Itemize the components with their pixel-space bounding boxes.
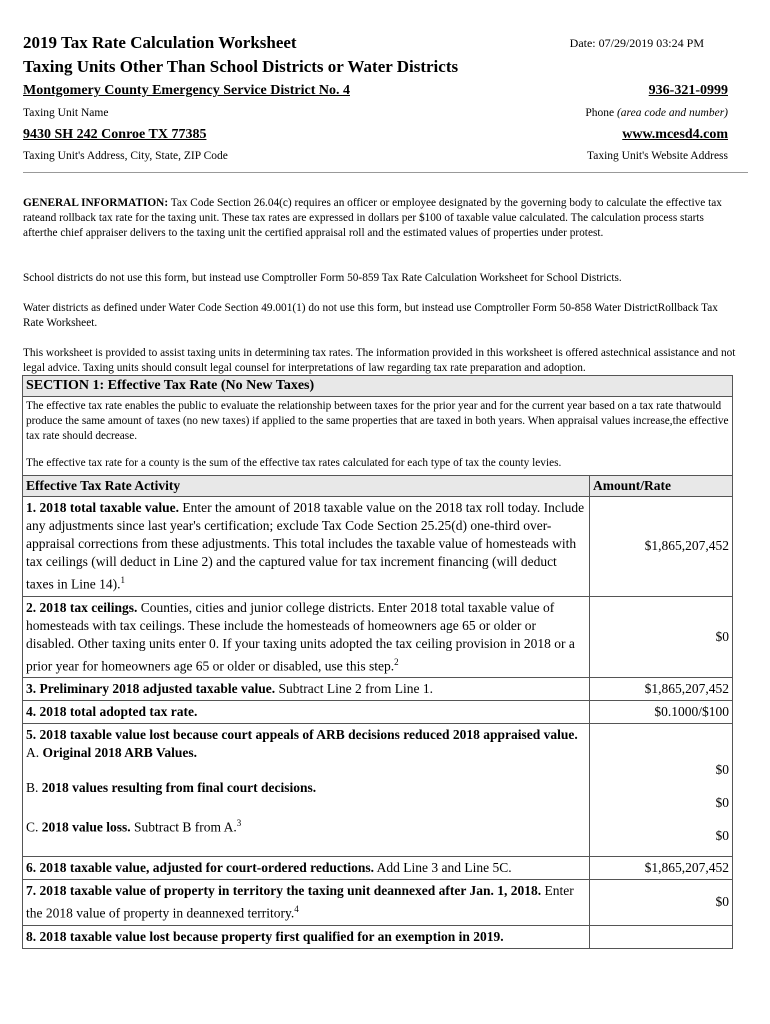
line4-amount: $0.1000/$100 [590,701,733,724]
phone-number: 936-321-0999 [648,83,728,98]
section1-title: SECTION 1: Effective Tax Rate (No New Taxes) [23,376,733,397]
line6-amount: $1,865,207,452 [590,857,733,880]
line5b-amount: $0 [715,795,729,810]
table-row: 3. Preliminary 2018 adjusted taxable value. Subtract Line 2 from Line 1. $1,865,207,452 [23,678,733,701]
column-header-activity: Effective Tax Rate Activity [23,476,590,497]
table-row: 8. 2018 taxable value lost because property first qualified for an exemption in 2019. [23,925,733,948]
table-row: 6. 2018 taxable value, adjusted for court-ordered reductions. Add Line 3 and Line 5C. $1,865,207,452 [23,857,733,880]
line2-amount: $0 [590,596,733,678]
taxing-unit-address: 9430 SH 242 Conroe TX 77385 [23,127,207,142]
school-district-note: School districts do not use this form, but instead use Comptroller Form 50-859 Tax Rate Calculation Worksheet for School Districts. [23,272,622,284]
taxing-unit-name: Montgomery County Emergency Service District No. 4 [23,83,350,98]
general-information: GENERAL INFORMATION: Tax Code Section 26.04(c) requires an officer or employee designated by the governing body to calculate the effective tax rateand rollback tax rate for the taxing unit. These tax rates are expressed in dollars per $100 of taxable value calculated. The calculation process starts afterthe chief appraiser delivers to the taxing unit the certified appraisal roll and the estimated values of properties under protest. [23,197,722,239]
line1-amount: $1,865,207,452 [590,497,733,597]
phone-label: Phone (area code and number) [585,107,728,119]
table-row: 4. 2018 total adopted tax rate. $0.1000/$100 [23,701,733,724]
table-row: 5. 2018 taxable value lost because court appeals of ARB decisions reduced 2018 appraised value. A. Original 2018 ARB Values. B. 2018 values resulting from final court decisions. C. 2018 value loss. Subtract B from A.$^3$ $0 $0 $0 [23,724,733,857]
page-title: 2019 Tax Rate Calculation Worksheet [23,33,297,52]
line5c-amount: $0 [715,828,729,843]
header-divider [23,172,748,173]
disclaimer-note: This worksheet is provided to assist taxing units in determining tax rates. The information provided in this worksheet is offered astechnical assistance and not legal advice. Taxing units should consult legal counsel for interpretations of law regarding tax rate preparation and adoption. [23,347,736,374]
line7-amount: $0 [590,880,733,926]
water-district-note: Water districts as defined under Water Code Section 49.001(1) do not use this form, but instead use Comptroller Form 50-858 Water DistrictRollback Tax Rate Worksheet. [23,302,718,329]
section1-table [22,375,733,949]
page-subtitle: Taxing Units Other Than School Districts or Water Districts [23,57,459,76]
date-stamp: Date: 07/29/2019 03:24 PM [569,36,704,50]
line3-amount: $1,865,207,452 [590,678,733,701]
table-row: 7. 2018 taxable value of property in territory the taxing unit deannexed after Jan. 1, 2018. Enter the 2018 value of property in deannexed territory.$^4$ $0 [23,880,733,926]
address-label: Taxing Unit's Address, City, State, ZIP Code [23,150,228,162]
taxing-unit-name-label: Taxing Unit Name [23,107,109,119]
website-label: Taxing Unit's Website Address [587,150,728,162]
website-link[interactable]: www.mcesd4.com [622,127,728,142]
column-header-amount: Amount/Rate [590,476,733,497]
line5a-amount: $0 [715,762,729,777]
table-row: 2. 2018 tax ceilings. Counties, cities and junior college districts. Enter 2018 total taxable value of homesteads with tax ceilings. These include the homesteads of homeowners age 65 or older or disabled. Other taxing units enter 0. If your taxing units adopted the tax ceiling provision in 2018 or a prior year for homeowners age 65 or older or disabled, use this step.$^2$ $0 [23,596,733,678]
table-row: 1. 2018 total taxable value. Enter the amount of 2018 taxable value on the 2018 tax roll today. Include any adjustments since last year's certification; exclude Tax Code Section 25.25(d) one-third over-appraisal corrections from these adjustments. This total includes the taxable value of homesteads with tax ceilings (will deduct in Line 2) and the captured value for tax increment financing (will deduct taxes in Line 14).$^1$ $1,865,207,452 [23,497,733,597]
section1-description: The effective tax rate enables the public to evaluate the relationship between taxes for the prior year and for the current year based on a tax rate thatwould produce the same amount of taxes (no new taxes) if applied to the same properties that are taxed in both years. When appraisal values increase,the effective tax rate should decrease. The effective tax rate for a county is the sum of the effective tax rates calculated for each type of tax the county levies. [23,397,733,476]
general-info-heading: GENERAL INFORMATION: [23,197,169,209]
